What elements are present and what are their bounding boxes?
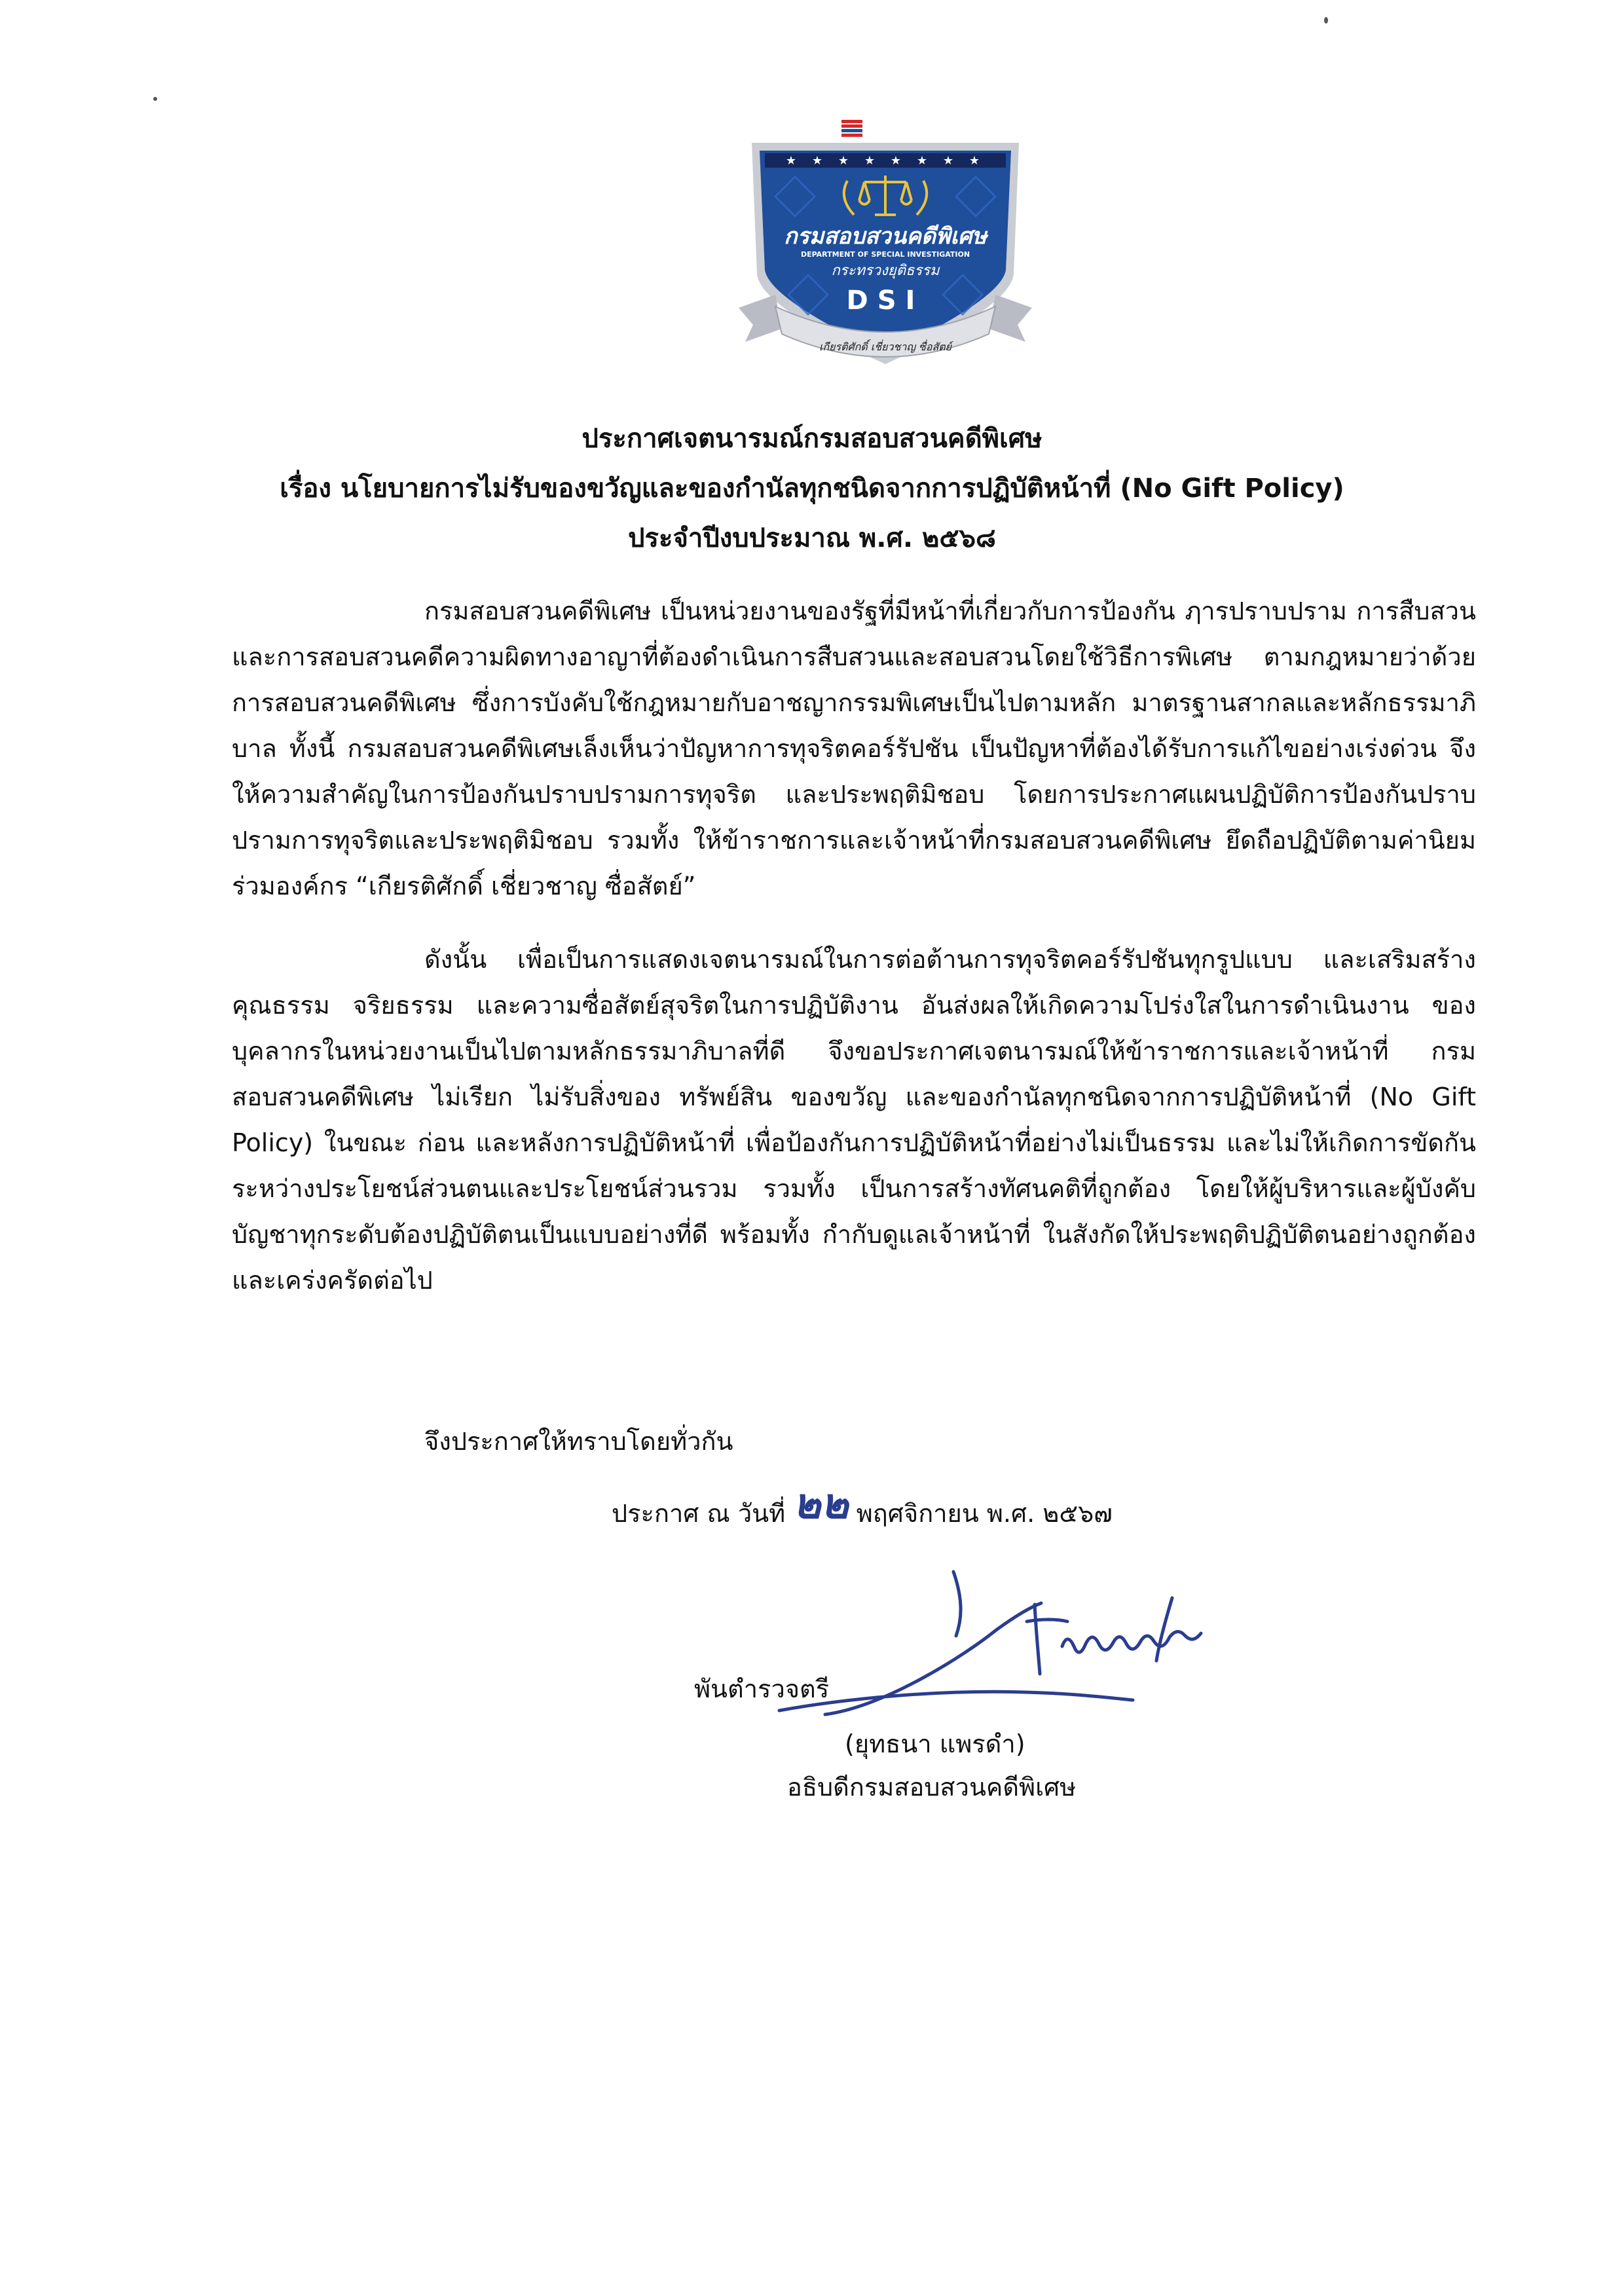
logo-motto: เกียรติศักดิ์ เชี่ยวชาญ ซื่อสัตย์ [819, 341, 952, 353]
body-paragraph-2: ดังนั้น เพื่อเป็นการแสดงเจตนารมณ์ในการต่อต้านการทุจริตคอร์รัปชันทุกรูปแบบ และเสริมสร้าง คุณธรรม จริยธรรม และความซื่อสัตย์สุจริตในการปฏิบัติงาน อันส่งผลให้เกิดความโปร่งใสในการดำเนินงาน ของบุคลากรในหน่วยงานเป็นไปตามหลักธรรมาภิบาลที่ดี จึงขอประกาศเจตนารมณ์ให้ข้าราชการและเจ้าหน้าที่ กรมสอบสวนคดีพิเศษ ไม่เรียก ไม่รับสิ่งของ ทรัพย์สิน ของขวัญ และของกำนัลทุกชนิดจากการปฏิบัติหน้าที่ (No Gift Policy) ในขณะ ก่อน และหลังการปฏิบัติหน้าที่ เพื่อป้องกันการปฏิบัติหน้าที่อย่างไม่เป็นธรรม และไม่ให้เกิดการขัดกันระหว่างประโยชน์ส่วนตนและประโยชน์ส่วนรวม รวมทั้ง เป็นการสร้างทัศนคติที่ถูกต้อง โดยให้ผู้บริหารและผู้บังคับบัญชาทุกระดับต้องปฏิบัติตนเป็นแบบอย่างที่ดี พร้อมทั้ง กำกับดูแลเจ้าหน้าที่ ในสังกัดให้ประพฤติปฏิบัติตนอย่างถูกต้องและเคร่งครัดต่อไป [232, 945, 1476, 1295]
logo-ministry: กระทรวงยุติธรรม [831, 263, 940, 279]
closing-announcement: จึงประกาศให้ทราบโดยทั่วกัน [424, 1427, 733, 1456]
svg-text:★: ★ [838, 154, 849, 168]
announcement-header [0, 414, 1624, 563]
svg-text:★: ★ [785, 154, 797, 168]
scan-speck [153, 97, 157, 101]
signatory-rank: พันตำรวจตรี [694, 1675, 830, 1703]
svg-text:★: ★ [864, 154, 876, 168]
scan-speck [1324, 17, 1328, 24]
date-day-handwritten: ๒๒ [793, 1479, 849, 1528]
logo-english-name: DEPARTMENT OF SPECIAL INVESTIGATION [800, 250, 970, 259]
svg-text:★: ★ [969, 154, 980, 168]
svg-text:★: ★ [890, 154, 902, 168]
svg-text:★: ★ [942, 154, 954, 168]
logo-abbr: DSI [846, 286, 925, 316]
date-prefix: ประกาศ ณ วันที่ [612, 1499, 786, 1528]
dsi-logo [736, 98, 1035, 380]
fiscal-year: ประจำปีงบประมาณ พ.ศ. ๒๕๖๘ [628, 523, 996, 553]
svg-text:★: ★ [811, 154, 823, 168]
document-title: ประกาศเจตนารมณ์กรมสอบสวนคดีพิเศษ [581, 424, 1043, 454]
document-subject: เรื่อง นโยบายการไม่รับของขวัญและของกำนัลทุกชนิดจากการปฏิบัติหน้าที่ (No Gift Policy) [280, 473, 1344, 504]
signatory-name: (ยุทธนา แพรดำ) [845, 1730, 1025, 1758]
signatory-position: อธิบดีกรมสอบสวนคดีพิเศษ [787, 1773, 1077, 1802]
announcement-date [612, 1479, 1113, 1536]
svg-text:★: ★ [916, 154, 928, 168]
date-suffix: พฤศจิกายน พ.ศ. ๒๕๖๗ [856, 1499, 1113, 1528]
body-paragraph-1: กรมสอบสวนคดีพิเศษ เป็นหน่วยงานของรัฐที่มีหน้าที่เกี่ยวกับการป้องกัน ฦารปราบปราม การสืบสวนและการสอบสวนคดีความผิดทางอาญาที่ต้องดำเนินการสืบสวนและสอบสวนโดยใช้วิธีการพิเศษ ตามกฎหมายว่าด้วยการสอบสวนคดีพิเศษ ซึ่งการบังคับใช้กฎหมายกับอาชญากรรมพิเศษเป็นไปตามหลัก มาตรฐานสากลและหลักธรรมาภิบาล ทั้งนี้ กรมสอบสวนคดีพิเศษเล็งเห็นว่าปัญหาการทุจริตคอร์รัปชัน เป็นปัญหาที่ต้องได้รับการแก้ไขอย่างเร่งด่วน จึงให้ความสำคัญในการป้องกันปราบปรามการทุจริต และประพฤติมิชอบ โดยการประกาศแผนปฏิบัติการป้องกันปราบปรามการทุจริตและประพฤติมิชอบ รวมทั้ง ให้ข้าราชการและเจ้าหน้าที่กรมสอบสวนคดีพิเศษ ยึดถือปฏิบัติตามค่านิยมร่วมองค์กร “เกียรติศักดิ์ เชี่ยวชาญ ซื่อสัตย์” [232, 597, 1476, 900]
logo-thai-name: กรมสอบสวนคดีพิเศษ [784, 223, 987, 250]
document-body [232, 588, 1476, 1303]
